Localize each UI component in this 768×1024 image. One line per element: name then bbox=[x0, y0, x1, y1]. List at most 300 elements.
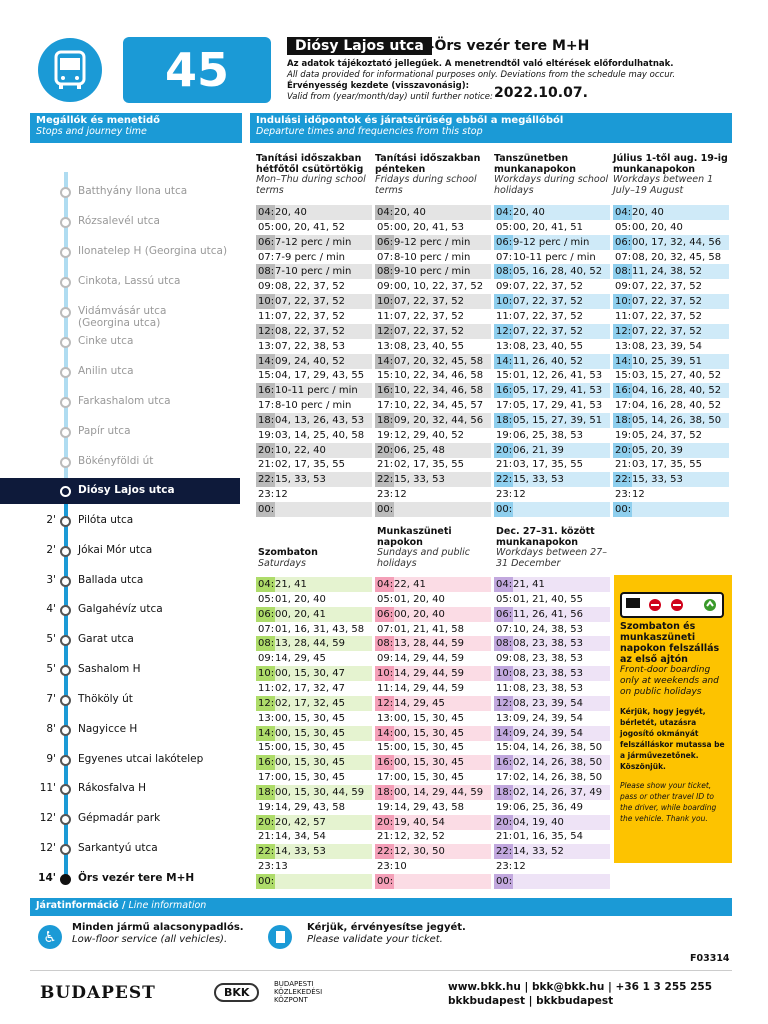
weekday-time-row bbox=[375, 309, 491, 324]
minute-values: 12 bbox=[275, 489, 288, 501]
minute-values: 8-10 perc / min bbox=[394, 251, 471, 263]
stop-row bbox=[0, 687, 240, 713]
weekend-time-row bbox=[494, 874, 610, 889]
hour-label: 19: bbox=[615, 429, 632, 441]
hour-label: 07: bbox=[496, 251, 513, 263]
weekend-time-row bbox=[494, 577, 610, 592]
hour-label: 16: bbox=[258, 757, 275, 769]
weekday-time-row bbox=[494, 443, 610, 458]
minute-values: 08, 23, 40, 55 bbox=[394, 340, 464, 352]
minute-values: 00, 20, 41 bbox=[275, 608, 326, 620]
stop-row bbox=[0, 657, 240, 683]
stop-dot-icon bbox=[60, 187, 71, 198]
weekday-time-row bbox=[494, 502, 610, 517]
minute-values: 14, 34, 54 bbox=[275, 831, 326, 843]
weekday-time-row bbox=[375, 354, 491, 369]
stop-row bbox=[0, 776, 240, 802]
weekday-time-row bbox=[613, 487, 729, 502]
hour-label: 04: bbox=[377, 579, 394, 590]
hour-label: 10: bbox=[496, 296, 513, 308]
hour-label: 22: bbox=[496, 846, 513, 858]
stop-name: Örs vezér tere M+H bbox=[78, 872, 195, 884]
stop-dot-icon bbox=[60, 755, 71, 766]
hour-label: 09: bbox=[258, 281, 275, 293]
weekend-time-row bbox=[494, 800, 610, 815]
minute-values: 00, 20, 40 bbox=[394, 608, 445, 620]
hour-label: 20: bbox=[377, 444, 394, 456]
hour-label: 04: bbox=[615, 207, 632, 218]
stop-name: Cinkota, Lassú utca bbox=[78, 275, 181, 287]
minute-values: 20, 40 bbox=[632, 207, 664, 218]
column-title-hu: Július 1-től aug. 19-ig munkanapokon bbox=[613, 153, 728, 175]
hour-label: 19: bbox=[496, 429, 513, 441]
minute-values: 10, 22, 34, 46, 58 bbox=[394, 370, 484, 382]
minute-values: 12, 30, 50 bbox=[394, 846, 445, 858]
weekday-time-row bbox=[256, 294, 372, 309]
minute-values: 01, 21, 40, 55 bbox=[513, 593, 583, 605]
stop-dot-icon bbox=[60, 784, 71, 795]
weekday-time-row bbox=[256, 250, 372, 265]
minute-values: 21, 41 bbox=[275, 579, 307, 590]
weekday-time-row bbox=[256, 220, 372, 235]
minute-values: 04, 19, 40 bbox=[513, 816, 564, 828]
weekend-time-row bbox=[494, 859, 610, 874]
weekend-time-row bbox=[494, 696, 610, 711]
weekday-time-row bbox=[613, 368, 729, 383]
stop-name: Cinke utca bbox=[78, 335, 134, 347]
weekend-time-row bbox=[494, 711, 610, 726]
weekday-time-row bbox=[256, 413, 372, 428]
hour-label: 10: bbox=[615, 296, 632, 308]
current-stop-title: Diósy Lajos utca bbox=[287, 37, 432, 55]
hour-label: 22: bbox=[377, 846, 394, 858]
minute-values: 00, 15, 30, 47 bbox=[275, 668, 345, 680]
minute-values: 01, 20, 40 bbox=[275, 593, 326, 605]
weekday-time-row bbox=[494, 309, 610, 324]
minute-values: 06, 25, 38, 53 bbox=[513, 429, 583, 441]
column-title-en: Saturdays bbox=[258, 557, 306, 569]
weekday-time-row bbox=[613, 398, 729, 413]
stop-dot-icon bbox=[60, 367, 71, 378]
hour-label: 21: bbox=[258, 831, 275, 843]
hour-label: 06: bbox=[615, 236, 632, 248]
weekend-column-header bbox=[377, 527, 493, 569]
weekday-time-row bbox=[256, 398, 372, 413]
minute-values: 15, 33, 53 bbox=[394, 474, 445, 486]
minute-values: 00, 15, 30, 45 bbox=[275, 772, 345, 784]
hour-label: 11: bbox=[496, 310, 513, 322]
weekday-time-row bbox=[256, 502, 372, 517]
minute-values: 01, 16, 35, 54 bbox=[513, 831, 583, 843]
weekend-time-row bbox=[256, 696, 372, 711]
footer-divider bbox=[30, 970, 732, 971]
stop-dot-icon bbox=[60, 307, 71, 318]
hour-label: 15: bbox=[377, 742, 394, 754]
weekday-time-row bbox=[494, 413, 610, 428]
weekday-time-row bbox=[375, 502, 491, 517]
hour-label: 10: bbox=[258, 668, 275, 680]
weekday-time-row bbox=[494, 294, 610, 309]
hour-label: 07: bbox=[258, 623, 275, 635]
weekday-time-row bbox=[494, 487, 610, 502]
hour-label: 14: bbox=[615, 355, 632, 367]
hour-label: 00: bbox=[377, 876, 394, 887]
weekend-time-row bbox=[375, 785, 491, 800]
minute-values: 00, 10, 22, 37, 52 bbox=[394, 281, 484, 293]
minute-values: 9-12 perc / min bbox=[394, 236, 471, 248]
weekend-time-row bbox=[256, 607, 372, 622]
weekday-time-row bbox=[256, 279, 372, 294]
weekday-time-row bbox=[375, 413, 491, 428]
weekend-time-row bbox=[494, 622, 610, 637]
hour-label: 23: bbox=[377, 861, 394, 873]
hour-label: 13: bbox=[258, 712, 275, 724]
minute-values: 09, 24, 39, 54 bbox=[513, 727, 583, 739]
stop-name: Gépmadár park bbox=[78, 812, 161, 824]
minute-values: 02, 14, 26, 38, 50 bbox=[513, 772, 603, 784]
weekday-time-row bbox=[494, 324, 610, 339]
hour-label: 04: bbox=[377, 207, 394, 218]
stop-name: Egyenes utcai lakótelep bbox=[78, 753, 204, 765]
column-title-en: Sundays and public holidays bbox=[377, 547, 470, 569]
weekend-time-row bbox=[256, 577, 372, 592]
weekday-time-row bbox=[256, 309, 372, 324]
weekday-time-row bbox=[613, 264, 729, 279]
weekend-time-row bbox=[494, 607, 610, 622]
column-title-hu: Dec. 27–31. között munkanapokon bbox=[496, 526, 595, 548]
minute-values: 15, 33, 53 bbox=[632, 474, 683, 486]
minute-values: 00, 20, 40 bbox=[632, 221, 683, 233]
minute-values: 10, 22, 34, 46, 58 bbox=[394, 385, 484, 397]
stop-name: Diósy Lajos utca bbox=[78, 484, 175, 496]
stop-dot-icon bbox=[60, 397, 71, 408]
minute-values: 14, 33, 53 bbox=[275, 846, 326, 858]
hour-label: 13: bbox=[496, 340, 513, 352]
hour-label: 18: bbox=[377, 414, 394, 426]
hour-label: 15: bbox=[258, 742, 275, 754]
weekday-time-row bbox=[256, 354, 372, 369]
hour-label: 20: bbox=[615, 444, 632, 456]
minute-values: 07, 20, 32, 45, 58 bbox=[394, 355, 484, 367]
weekday-time-row bbox=[613, 457, 729, 472]
minute-values: 02, 17, 32, 45 bbox=[275, 697, 345, 709]
wheelchair-icon: ♿ bbox=[38, 925, 62, 949]
stop-journey-time: 11' bbox=[39, 782, 56, 794]
hour-label: 18: bbox=[377, 786, 394, 798]
column-title-en: Workdays between 27–31 December bbox=[496, 547, 607, 569]
stop-dot-icon bbox=[60, 427, 71, 438]
weekday-time-row bbox=[375, 383, 491, 398]
minute-values: 20, 40 bbox=[513, 207, 545, 218]
minute-values: 02, 17, 35, 55 bbox=[275, 459, 345, 471]
weekend-time-row bbox=[256, 622, 372, 637]
weekday-time-row bbox=[613, 205, 729, 220]
hour-label: 08: bbox=[377, 638, 394, 650]
contact-info bbox=[448, 980, 712, 1008]
minute-values: 8-10 perc / min bbox=[275, 400, 352, 412]
minute-values: 08, 22, 37, 52 bbox=[275, 281, 345, 293]
minute-values: 10, 22, 40 bbox=[275, 444, 326, 456]
hour-label: 20: bbox=[258, 444, 275, 456]
hour-label: 04: bbox=[258, 579, 275, 590]
hour-label: 21: bbox=[258, 459, 275, 471]
weekday-time-row bbox=[494, 398, 610, 413]
minute-values: 08, 23, 40, 55 bbox=[513, 340, 583, 352]
weekday-time-row bbox=[494, 205, 610, 220]
stop-journey-time: 3' bbox=[46, 574, 56, 586]
hour-label: 19: bbox=[258, 801, 275, 813]
hour-label: 16: bbox=[377, 385, 394, 397]
stop-row bbox=[0, 209, 240, 235]
column-title-hu: Tanítási időszakban hétfőtől csütörtökig bbox=[256, 153, 364, 175]
hour-label: 13: bbox=[496, 712, 513, 724]
stop-row bbox=[0, 538, 240, 564]
weekday-time-row bbox=[375, 472, 491, 487]
weekday-time-row bbox=[613, 220, 729, 235]
minute-values: 19, 40, 54 bbox=[394, 816, 445, 828]
minute-values: 12, 29, 40, 52 bbox=[394, 429, 464, 441]
hour-label: 08: bbox=[615, 266, 632, 278]
weekend-time-row bbox=[375, 800, 491, 815]
minute-values: 01, 21, 41, 58 bbox=[394, 623, 464, 635]
hour-label: 11: bbox=[377, 682, 394, 694]
stop-dot-icon bbox=[60, 277, 71, 288]
weekday-time-row bbox=[256, 457, 372, 472]
hour-label: 06: bbox=[258, 608, 275, 620]
stop-row bbox=[0, 419, 240, 445]
stop-row bbox=[0, 836, 240, 862]
weekend-time-row bbox=[375, 711, 491, 726]
column-title-en: Fridays during school terms bbox=[375, 174, 477, 196]
hour-label: 23: bbox=[377, 489, 394, 501]
column-title-en: Mon–Thu during school terms bbox=[256, 174, 366, 196]
column-title-hu: Szombaton bbox=[258, 547, 318, 558]
weekday-time-row bbox=[613, 294, 729, 309]
hour-label: 13: bbox=[615, 340, 632, 352]
hour-label: 09: bbox=[377, 281, 394, 293]
weekday-time-row bbox=[375, 324, 491, 339]
weekday-time-row bbox=[494, 457, 610, 472]
hour-label: 00: bbox=[496, 504, 513, 515]
weekend-time-row bbox=[375, 859, 491, 874]
hour-label: 00: bbox=[258, 504, 275, 515]
stop-name: Galgahévíz utca bbox=[78, 603, 163, 615]
hour-label: 05: bbox=[377, 593, 394, 605]
bus-icon bbox=[38, 38, 102, 102]
stop-dot-icon bbox=[60, 725, 71, 736]
minute-values: 00, 15, 30, 45 bbox=[394, 712, 464, 724]
minute-values: 05, 17, 29, 41, 53 bbox=[513, 385, 603, 397]
stop-row bbox=[0, 866, 240, 892]
minute-values: 00, 15, 30, 45 bbox=[275, 712, 345, 724]
hour-label: 19: bbox=[258, 429, 275, 441]
weekend-time-row bbox=[494, 755, 610, 770]
minute-values: 07, 22, 37, 52 bbox=[632, 310, 702, 322]
weekend-time-row bbox=[375, 829, 491, 844]
weekend-time-row bbox=[494, 740, 610, 755]
minute-values: 00, 14, 29, 44, 59 bbox=[394, 786, 484, 798]
weekday-time-row bbox=[375, 235, 491, 250]
hour-label: 07: bbox=[496, 623, 513, 635]
minute-values: 08, 23, 39, 54 bbox=[632, 340, 702, 352]
stop-row bbox=[0, 359, 240, 385]
stop-row bbox=[0, 269, 240, 295]
minute-values: 14, 29, 43, 58 bbox=[394, 801, 464, 813]
hour-label: 09: bbox=[496, 281, 513, 293]
hour-label: 20: bbox=[258, 816, 275, 828]
minute-values: 02, 17, 35, 55 bbox=[394, 459, 464, 471]
minute-values: 08, 23, 38, 53 bbox=[513, 638, 583, 650]
minute-values: 01, 16, 31, 43, 58 bbox=[275, 623, 365, 635]
weekday-column-header bbox=[256, 154, 372, 196]
hour-label: 12: bbox=[496, 697, 513, 709]
weekday-time-row bbox=[494, 220, 610, 235]
weekday-time-row bbox=[256, 428, 372, 443]
weekday-time-row bbox=[613, 324, 729, 339]
weekend-time-row bbox=[256, 711, 372, 726]
minute-values: 13 bbox=[275, 861, 288, 873]
minute-values: 10 bbox=[394, 861, 407, 873]
minute-values: 00, 15, 30, 45 bbox=[394, 742, 464, 754]
hour-label: 08: bbox=[496, 638, 513, 650]
minute-values: 06, 25, 48 bbox=[394, 444, 445, 456]
weekday-time-row bbox=[613, 443, 729, 458]
weekday-time-row bbox=[375, 368, 491, 383]
minute-values: 13, 28, 44, 59 bbox=[394, 638, 464, 650]
hour-label: 22: bbox=[258, 474, 275, 486]
stop-row bbox=[0, 299, 240, 329]
hour-label: 05: bbox=[258, 221, 275, 233]
weekday-time-row bbox=[613, 472, 729, 487]
hour-label: 17: bbox=[615, 400, 632, 412]
stop-name: Ballada utca bbox=[78, 574, 144, 586]
stop-dot-icon bbox=[60, 217, 71, 228]
minute-values: 04, 16, 28, 40, 52 bbox=[632, 385, 722, 397]
weekday-time-row bbox=[256, 487, 372, 502]
weekend-time-row bbox=[494, 815, 610, 830]
weekday-time-row bbox=[256, 264, 372, 279]
hour-label: 18: bbox=[615, 414, 632, 426]
stop-name: Thököly út bbox=[78, 693, 133, 705]
hour-label: 07: bbox=[615, 251, 632, 263]
minute-values: 02, 17, 32, 47 bbox=[275, 682, 345, 694]
minute-values: 07, 22, 37, 52 bbox=[513, 296, 583, 308]
stop-name: Garat utca bbox=[78, 633, 134, 645]
minute-values: 12 bbox=[513, 861, 526, 873]
hour-label: 07: bbox=[258, 251, 275, 263]
hour-label: 21: bbox=[615, 459, 632, 471]
weekend-column-header bbox=[496, 527, 612, 569]
weekend-time-row bbox=[256, 785, 372, 800]
minute-values: 03, 14, 25, 40, 58 bbox=[275, 429, 365, 441]
stop-dot-icon bbox=[60, 516, 71, 527]
weekday-time-row bbox=[613, 428, 729, 443]
weekend-time-row bbox=[256, 770, 372, 785]
hour-label: 22: bbox=[377, 474, 394, 486]
minute-values: 00, 15, 30, 45 bbox=[394, 727, 464, 739]
column-title-hu: Munkaszüneti napokon bbox=[377, 526, 452, 548]
hour-label: 11: bbox=[615, 310, 632, 322]
stop-row bbox=[0, 389, 240, 415]
stop-name: Rózsalevél utca bbox=[78, 215, 160, 227]
stop-row bbox=[0, 627, 240, 653]
minute-values: 01, 20, 40 bbox=[394, 593, 445, 605]
minute-values: 08, 23, 38, 53 bbox=[513, 668, 583, 680]
hour-label: 05: bbox=[496, 221, 513, 233]
stop-journey-time: 4' bbox=[46, 603, 56, 615]
column-title-hu: Tanítási időszakban pénteken bbox=[375, 153, 481, 175]
minute-values: 07, 22, 38, 53 bbox=[275, 340, 345, 352]
stop-journey-time: 5' bbox=[46, 633, 56, 645]
weekend-time-row bbox=[375, 770, 491, 785]
minute-values: 07, 22, 37, 52 bbox=[275, 296, 345, 308]
hour-label: 17: bbox=[496, 772, 513, 784]
minute-values: 07, 22, 37, 52 bbox=[632, 281, 702, 293]
weekend-time-row bbox=[375, 666, 491, 681]
minute-values: 14, 29, 44, 59 bbox=[394, 653, 464, 665]
minute-values: 04, 14, 26, 38, 50 bbox=[513, 742, 603, 754]
hour-label: 22: bbox=[496, 474, 513, 486]
valid-from-en: Valid from (year/month/day) until further notice: bbox=[287, 92, 493, 102]
hour-label: 08: bbox=[258, 266, 275, 278]
weekend-time-row bbox=[494, 666, 610, 681]
weekday-time-row bbox=[375, 487, 491, 502]
minute-values: 07, 22, 37, 52 bbox=[632, 325, 702, 337]
weekday-time-row bbox=[494, 235, 610, 250]
valid-from-hu: Érvényesség kezdete (visszavonásig): bbox=[287, 81, 470, 91]
minute-values: 11, 24, 38, 52 bbox=[632, 266, 702, 278]
hour-label: 10: bbox=[496, 668, 513, 680]
weekend-time-row bbox=[375, 844, 491, 859]
minute-values: 02, 14, 26, 38, 50 bbox=[513, 757, 603, 769]
weekday-time-row bbox=[256, 443, 372, 458]
stop-name: Vidámvásár utca bbox=[78, 305, 167, 317]
budapest-logo: BUDAPEST bbox=[40, 983, 156, 1003]
stop-name: Farkashalom utca bbox=[78, 395, 171, 407]
minute-values: 14, 29, 45 bbox=[394, 697, 445, 709]
hour-label: 00: bbox=[258, 876, 275, 887]
weekday-time-row bbox=[613, 383, 729, 398]
hour-label: 13: bbox=[377, 340, 394, 352]
minute-values: 03, 15, 27, 40, 52 bbox=[632, 370, 722, 382]
minute-values: 09, 24, 39, 54 bbox=[513, 712, 583, 724]
stop-name: Batthyány Ilona utca bbox=[78, 185, 188, 197]
hour-label: 21: bbox=[496, 459, 513, 471]
hour-label: 00: bbox=[615, 504, 632, 515]
weekday-time-row bbox=[375, 398, 491, 413]
minute-values: 14, 29, 45 bbox=[275, 653, 326, 665]
validate-hu: Kérjük, érvényesítse jegyét. bbox=[307, 922, 466, 933]
weekday-column-header bbox=[494, 154, 610, 196]
hour-label: 20: bbox=[496, 816, 513, 828]
minute-values: 7-10 perc / min bbox=[275, 266, 352, 278]
weekend-time-row bbox=[494, 770, 610, 785]
minute-values: 00, 17, 32, 44, 56 bbox=[632, 236, 722, 248]
route-number: 45 bbox=[123, 37, 271, 103]
hour-label: 09: bbox=[496, 653, 513, 665]
valid-date: 2022.10.07. bbox=[494, 85, 588, 101]
minute-values: 12 bbox=[632, 489, 645, 501]
stop-name: Papír utca bbox=[78, 425, 131, 437]
weekday-time-row bbox=[494, 368, 610, 383]
minute-values: 04, 17, 29, 43, 55 bbox=[275, 370, 365, 382]
minute-values: 12 bbox=[394, 489, 407, 501]
hour-label: 16: bbox=[615, 385, 632, 397]
minute-values: 11, 26, 40, 52 bbox=[513, 355, 583, 367]
bkk-subtitle: BUDAPESTI KÖZLEKEDÉSI KÖZPONT bbox=[274, 980, 323, 1004]
weekend-time-row bbox=[256, 859, 372, 874]
hour-label: 08: bbox=[377, 266, 394, 278]
